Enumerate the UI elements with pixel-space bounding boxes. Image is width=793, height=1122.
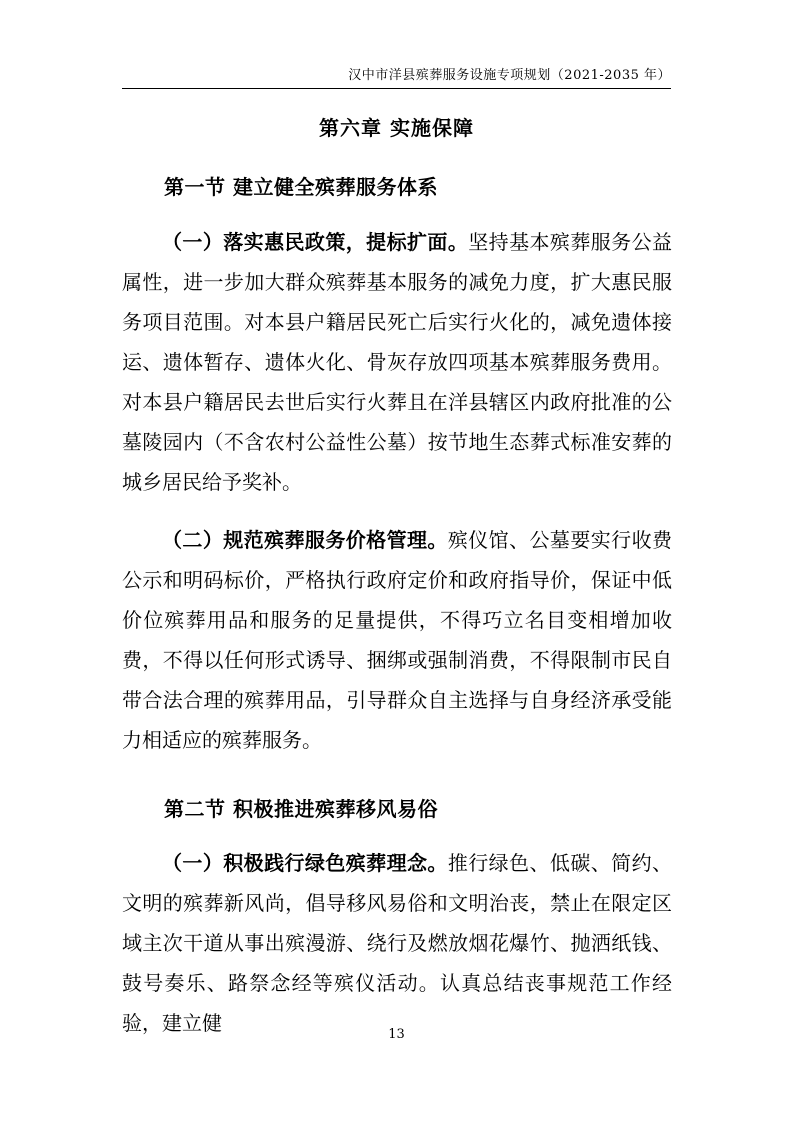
paragraph-body: 推行绿色、低碳、简约、文明的殡葬新风尚，倡导移风易俗和文明治丧，禁止在限定区域主次干道从事出殡漫游、绕行及燃放烟花爆竹、抛洒纸钱、鼓号奏乐、路祭念经等殡仪活动。认真总结丧事规范工作经验，建立健 xyxy=(122,851,673,1035)
paragraph-1-2 xyxy=(122,520,672,760)
section-title-2: 第二节 积极推进殡葬移风易俗 xyxy=(164,797,438,821)
chapter-title: 第六章 实施保障 xyxy=(319,116,474,140)
paragraph-lead: （一）落实惠民政策，提标扩面。 xyxy=(162,230,469,254)
paragraph-body: 殡仪馆、公墓要实行收费公示和明码标价，严格执行政府定价和政府指导价，保证中低价位殡葬用品和服务的足量提供，不得巧立名目变相增加收费，不得以任何形式诱导、捆绑或强制消费，不得限制市民自带合法合理的殡葬用品，引导群众自主选择与自身经济承受能力相适应的殡葬服务。 xyxy=(122,528,673,752)
paragraph-1-1 xyxy=(122,222,672,502)
running-title: 汉中市洋县殡葬服务设施专项规划（2021-2035 年） xyxy=(348,68,671,83)
paragraph-lead: （一）积极践行绿色殡葬理念。 xyxy=(162,851,448,875)
paragraph-2-1 xyxy=(122,843,672,1043)
page-number: 13 xyxy=(388,1027,405,1042)
paragraph-body: 坚持基本殡葬服务公益属性，进一步加大群众殡葬基本服务的减免力度，扩大惠民服务项目范围。对本县户籍居民死亡后实行火化的，减免遗体接运、遗体暂存、遗体火化、骨灰存放四项基本殡葬服务费用。对本县户籍居民去世后实行火葬且在洋县辖区内政府批准的公墓陵园内（不含农村公益性公墓）按节地生态葬式标准安葬的城乡居民给予奖补。 xyxy=(122,230,672,494)
section-title-1: 第一节 建立健全殡葬服务体系 xyxy=(164,175,438,199)
paragraph-lead: （二）规范殡葬服务价格管理。 xyxy=(162,528,448,552)
header-divider xyxy=(122,88,671,89)
